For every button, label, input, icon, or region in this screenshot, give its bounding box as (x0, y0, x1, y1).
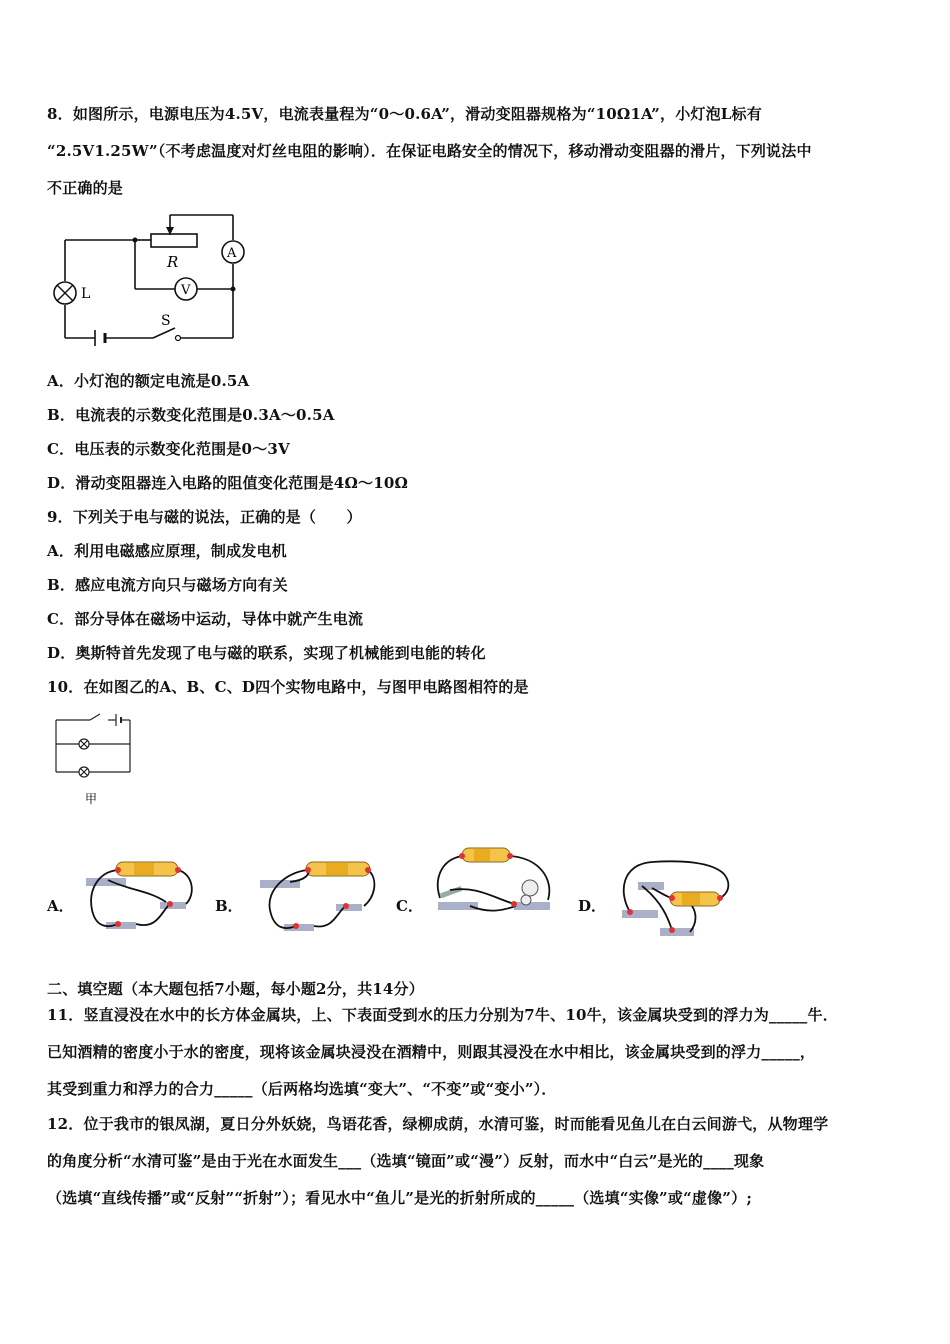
q12-line-2: 的角度分析“水清可鉴”是由于光在水面发生___（选填“镜面”或“漫”）反射，而水中“白云”是光的____现象 (47, 1152, 765, 1170)
figure-label-jia: 甲 (85, 792, 98, 806)
q8-option-a: A．小灯泡的额定电流是0.5A (47, 372, 250, 390)
q9-option-a: A．利用电磁感应原理，制成发电机 (47, 542, 287, 560)
q9-stem: 9．下列关于电与磁的说法，正确的是（ ） (47, 508, 362, 526)
label-l: L (81, 286, 91, 302)
q11-line-2: 已知酒精的密度小于水的密度，现将该金属块浸没在酒精中，则跟其浸没在水中相比，该金属块受到的浮力_____， (47, 1043, 816, 1061)
q11-line-3: 其受到重力和浮力的合力_____（后两格均选填“变大”、“不变”或“变小”）． (47, 1080, 557, 1098)
q10-stem: 10．在如图乙的A、B、C、D四个实物电路中，与图甲电路图相符的是 (47, 678, 529, 696)
q10-option-c-circuit (430, 840, 560, 925)
q10-option-b-circuit (250, 850, 380, 940)
q10-option-d-label: D． (578, 897, 607, 915)
q10-option-a-circuit (78, 850, 198, 940)
q10-option-d-circuit (612, 852, 742, 942)
section-2-heading: 二、填空题（本大题包括7小题，每小题2分，共14分） (47, 980, 424, 998)
q8-circuit-diagram (45, 205, 255, 350)
q10-option-b-label: B． (215, 897, 243, 915)
label-a: A (227, 246, 237, 261)
label-r: R (167, 253, 179, 271)
q8-stem-line-2: “2.5V1.25W”（不考虑温度对灯丝电阻的影响）．在保证电路安全的情况下，移动滑动变阻器的滑片，下列说法中 (47, 142, 812, 160)
q10-figure-jia (48, 708, 138, 808)
q9-option-c: C．部分导体在磁场中运动，导体中就产生电流 (47, 610, 364, 628)
q8-stem-line-1: 8．如图所示，电源电压为4.5V，电流表量程为“0～0.6A”，滑动变阻器规格为“10Ω1A”，小灯泡L标有 (47, 105, 762, 123)
q8-option-d: D．滑动变阻器连入电路的阻值变化范围是4Ω～10Ω (47, 474, 409, 492)
q9-option-b: B．感应电流方向只与磁场方向有关 (47, 576, 288, 594)
label-v: V (181, 283, 191, 298)
q8-option-b: B．电流表的示数变化范围是0.3A～0.5A (47, 406, 335, 424)
q10-option-a-label: A． (47, 897, 74, 915)
q9-option-d: D．奥斯特首先发现了电与磁的联系，实现了机械能到电能的转化 (47, 644, 486, 662)
q8-option-c: C．电压表的示数变化范围是0～3V (47, 440, 290, 458)
q12-line-3: （选填“直线传播”或“反射”“折射”）；看见水中“鱼儿”是光的折射所成的_____（选填“实像”或“虚像”）; (47, 1189, 753, 1207)
label-s: S (161, 313, 171, 329)
q12-line-1: 12．位于我市的银凤湖，夏日分外妖娆，鸟语花香，绿柳成荫，水清可鉴，时而能看见鱼儿在白云间游弋，从物理学 (47, 1115, 829, 1133)
q10-option-c-label: C． (396, 897, 423, 915)
q8-stem-line-3: 不正确的是 (47, 179, 124, 197)
q11-line-1: 11．竖直浸没在水中的长方体金属块，上、下表面受到水的压力分别为7牛、10牛，该金属块受到的浮力为_____牛． (47, 1006, 838, 1024)
